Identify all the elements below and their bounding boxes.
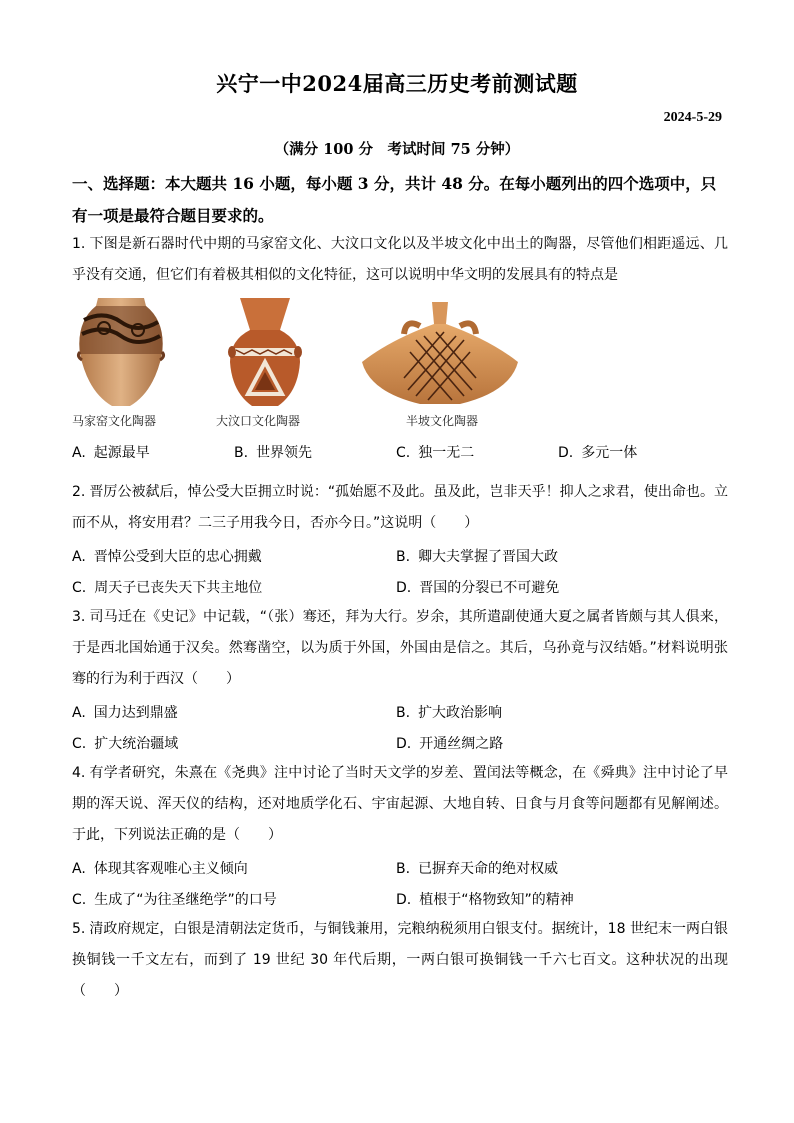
option-text: 晋国的分裂已不可避免 [419,580,560,596]
option-d[interactable] [396,733,503,753]
option-d[interactable] [396,577,559,597]
caption-banpo: 半坡文化陶器 [406,414,479,428]
option-text: 体现其客观唯心主义倾向 [93,861,248,877]
option-b[interactable] [396,858,558,878]
option-label: C. [396,445,411,461]
question-1 [72,229,728,291]
option-a[interactable] [72,858,248,878]
question-stem: 下图是新石器时代中期的马家窑文化、大汶口文化以及半坡文化中出土的陶器，尽管他们相距遥远、几乎没有交通，但它们有着极其相似的文化特征，这可以说明中华文明的发展具有的特点是 [72,236,728,283]
option-text: 生成了“为往圣继绝学”的口号 [94,892,277,908]
option-d[interactable] [396,889,574,909]
option-c[interactable] [72,733,178,753]
exam-info: （满分 100 分 考试时间 75 分钟） [274,141,520,158]
option-text: 植根于“格物致知”的精神 [419,892,574,908]
option-text: 国力达到鼎盛 [93,705,178,721]
option-c[interactable] [72,889,277,909]
option-a[interactable] [72,442,150,462]
option-label: A. [72,705,86,721]
option-text: 独一无二 [418,445,475,461]
exam-date: 2024-5-29 [663,110,722,125]
option-a[interactable] [72,702,178,722]
option-c[interactable] [396,442,474,462]
option-text: 晋悼公受到大臣的忠心拥戴 [93,549,262,565]
option-text: 卿大夫掌握了晋国大政 [418,549,559,565]
option-text: 扩大统治疆域 [94,736,179,752]
question-2 [72,477,728,539]
question-number: 1. [72,236,86,252]
question-stem: 晋厉公被弑后，悼公受大臣拥立时说：“孤始愿不及此。虽及此，岂非天乎！抑人之求君，使出命也。立而不从，将安用君？二三子用我今日，否亦今日。”这说明（ ） [72,484,728,531]
option-d[interactable] [558,442,637,462]
option-text: 世界领先 [256,445,313,461]
option-label: D. [558,445,574,461]
option-label: D. [396,892,412,908]
section-heading: 一、选择题：本大题共 16 小题，每小题 3 分，共计 48 分。在每小题列出的四个选项中，只有一项是最符合题目要求的。 [72,174,717,225]
question-number: 2. [72,484,86,500]
caption-dawenkou: 大汶口文化陶器 [216,414,301,428]
option-text: 多元一体 [581,445,638,461]
option-b[interactable] [396,702,502,722]
question-stem: 清政府规定，白银是清朝法定货币，与铜钱兼用，完粮纳税须用白银支付。据统计，18 世纪末一两白银换铜钱一千文左右，而到了 19 世纪 30 年代后期，一两白银可换铜钱一千六七百文。这种状况的出现（ ） [72,921,728,999]
option-b[interactable] [396,546,558,566]
question-number: 3. [72,609,86,625]
option-b[interactable] [234,442,312,462]
option-label: A. [72,549,86,565]
question-5 [72,914,728,1007]
option-text: 扩大政治影响 [418,705,503,721]
option-label: A. [72,861,86,877]
option-a[interactable] [72,546,262,566]
option-label: A. [72,445,86,461]
option-text: 周天子已丧失天下共主地位 [94,580,263,596]
majiayao-pottery-image [74,292,168,410]
option-label: B. [396,861,411,877]
option-label: B. [396,549,411,565]
question-4 [72,758,728,851]
question-stem: 司马迁在《史记》中记载，“（张）骞还，拜为大行。岁余，其所遣副使通大夏之属者皆颇与其人俱来，于是西北国始通于汉矣。然骞凿空，以为质于外国，外国由是信之。其后，乌孙竟与汉结婚。”材料说明张骞的行为利于西汉（ ） [72,609,728,687]
question-number: 5. [72,921,86,937]
option-text: 已摒弃天命的绝对权威 [418,861,559,877]
question-stem: 有学者研究，朱熹在《尧典》注中讨论了当时天文学的岁差、置闰法等概念，在《舜典》注中讨论了早期的浑天说、浑天仪的结构，还对地质学化石、宇宙起源、大地自转、日食与月食等问题都有见解阐述。于此，下列说法正确的是（ ） [72,765,728,843]
page-title: 兴宁一中2024届高三历史考前测试题 [216,71,578,96]
question-3 [72,602,728,695]
question-number: 4. [72,765,86,781]
option-label: C. [72,736,87,752]
option-label: B. [396,705,411,721]
option-label: C. [72,892,87,908]
option-c[interactable] [72,577,262,597]
option-label: D. [396,580,412,596]
option-label: C. [72,580,87,596]
option-text: 起源最早 [93,445,150,461]
option-label: B. [234,445,249,461]
option-text: 开通丝绸之路 [419,736,504,752]
banpo-pottery-image [360,300,520,408]
caption-majiayao: 马家窑文化陶器 [72,414,157,428]
dawenkou-pottery-image [226,296,304,408]
option-label: D. [396,736,412,752]
